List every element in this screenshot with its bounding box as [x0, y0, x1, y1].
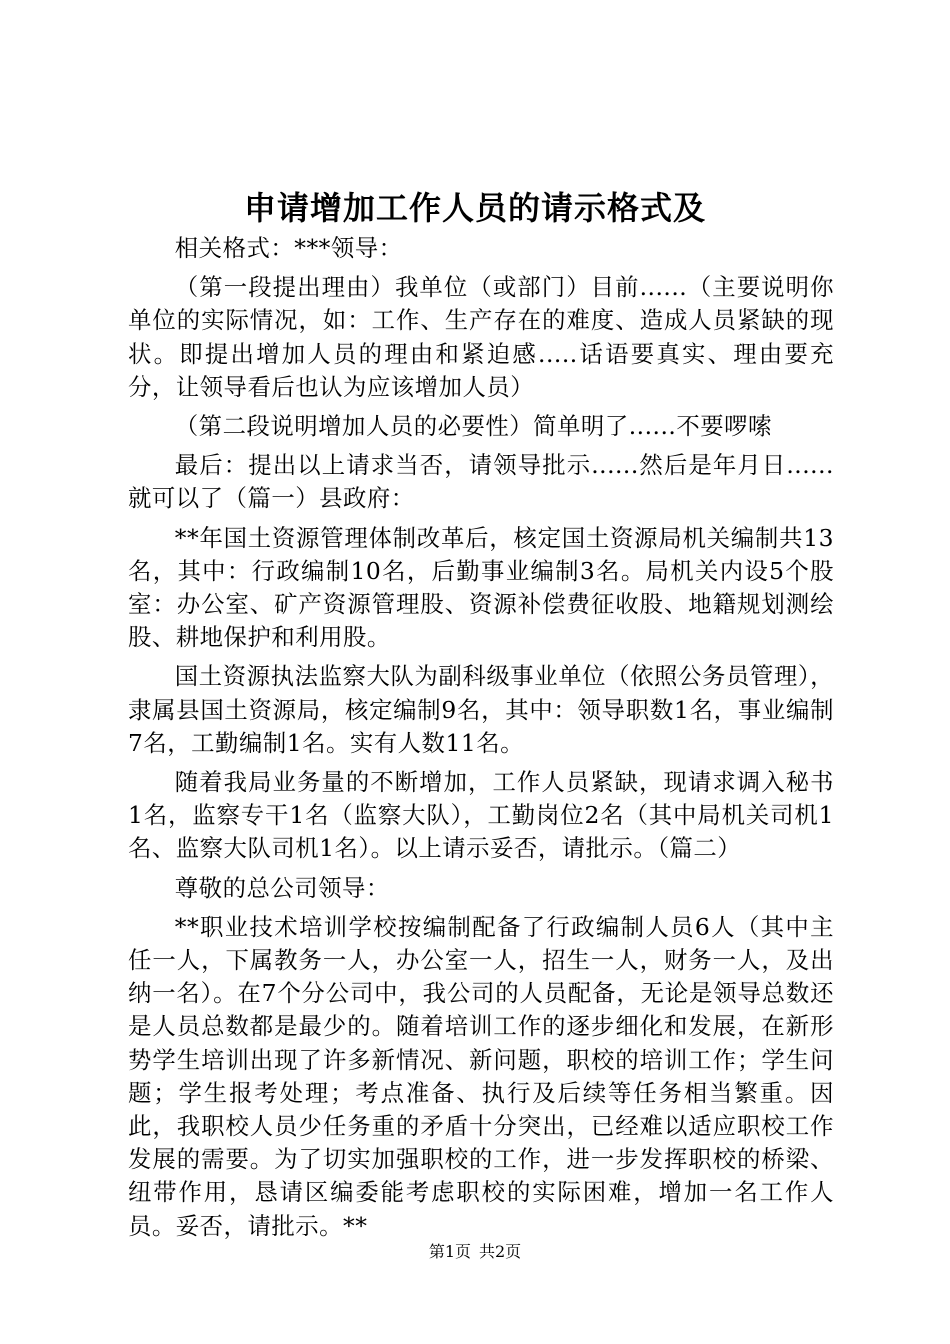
paragraph: （第二段说明增加人员的必要性）简单明了......不要啰嗦	[174, 412, 772, 441]
paragraph: 国土资源执法监察大队为副科级事业单位（依照公务员管理），隶属县国土资源局，核定编制9名，其中：领导职数1名，事业编制7名，工勤编制1名。实有人数11名。	[128, 662, 834, 757]
page-footer	[0, 1240, 950, 1264]
document-body	[128, 232, 834, 1243]
paragraph: 尊敬的总公司领导：	[174, 873, 390, 902]
paragraph: 相关格式：***领导：	[174, 234, 403, 262]
page-number: 第1页	[428, 1242, 471, 1261]
page-total: 共2页	[479, 1242, 522, 1261]
paragraph: 最后：提出以上请求当否，请领导批示......然后是年月日......就可以了（篇一）县政府：	[128, 451, 834, 513]
paragraph: 随着我局业务量的不断增加，工作人员紧缺，现请求调入秘书1名，监察专干1名（监察大队），工勤岗位2名（其中局机关司机1名、监察大队司机1名）。以上请示妥否，请批示。（篇二）	[128, 768, 834, 863]
paragraph: **职业技术培训学校按编制配备了行政编制人员6人（其中主任一人，下属教务一人，办公室一人，招生一人，财务一人，及出纳一名）。在7个分公司中，我公司的人员配备，无论是领导总数还是人员总数都是最少的。随着培训工作的逐步细化和发展，在新形势学生培训出现了许多新情况、新问题，职校的培训工作；学生问题；学生报考处理；考点准备、执行及后续等任务相当繁重。因此，我职校人员少任务重的矛盾十分突出，已经难以适应职校工作发展的需要。为了切实加强职校的工作，进一步发挥职校的桥梁、纽带作用，恳请区编委能考虑职校的实际困难，增加一名工作人员。妥否，请批示。**	[128, 912, 834, 1240]
document-title: 申请增加工作人员的请示格式及	[243, 189, 706, 227]
paragraph: （第一段提出理由）我单位（或部门）目前......（主要说明你单位的实际情况，如：工作、生产存在的难度、造成人员紧缺的现状。即提出增加人员的理由和紧迫感.....话语要真实、理由要充分，让领导看后也认为应该增加人员）	[128, 273, 834, 401]
paragraph: **年国土资源管理体制改革后，核定国土资源局机关编制共13名，其中：行政编制10名，后勤事业编制3名。局机关内设5个股室：办公室、矿产资源管理股、资源补偿费征收股、地籍规划测绘股、耕地保护和利用股。	[128, 523, 834, 652]
